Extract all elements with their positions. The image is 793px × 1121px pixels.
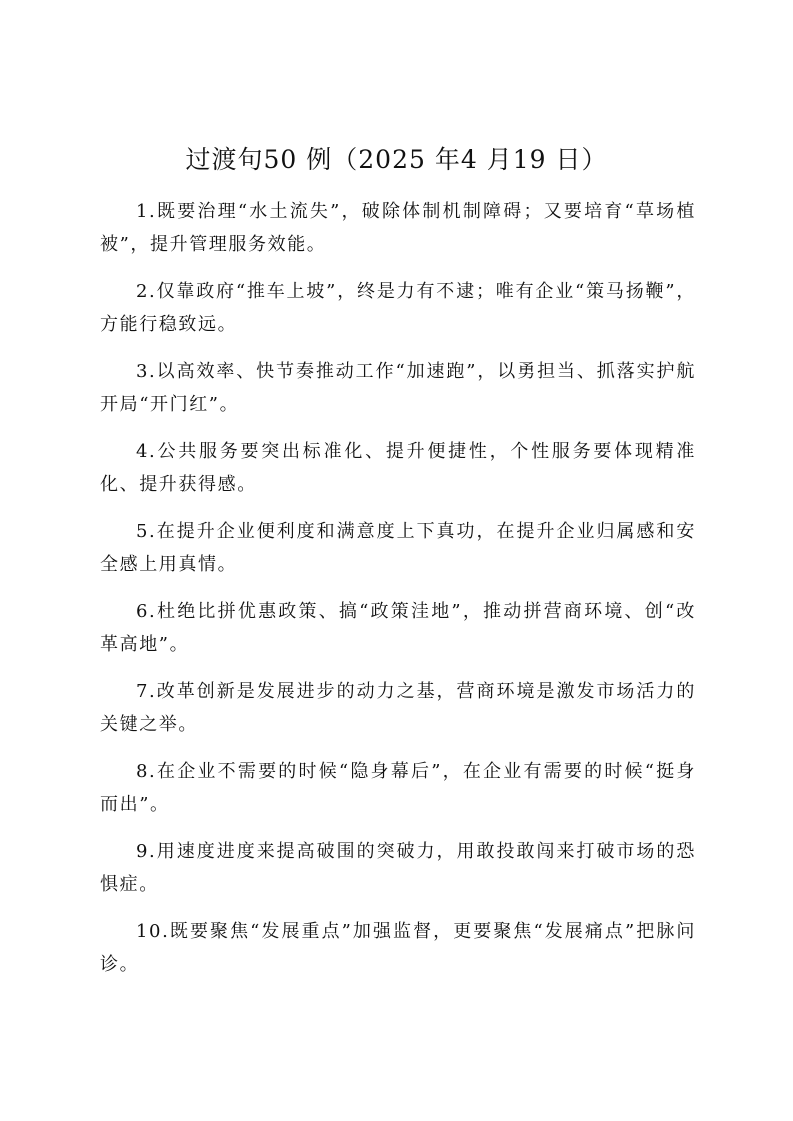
list-item: 8.在企业不需要的时候“隐身幕后”，在企业有需要的时候“挺身而出”。 [100,761,696,815]
list-item: 9.用速度进度来提高破围的突破力，用敢投敢闯来打破市场的恐惧症。 [100,841,696,895]
list-item: 2.仅靠政府“推车上坡”，终是力有不逮；唯有企业“策马扬鞭”，方能行稳致远。 [100,281,696,335]
sentence-list [100,195,696,995]
list-item: 10.既要聚焦“发展重点”加强监督，更要聚焦“发展痛点”把脉问诊。 [100,921,696,975]
list-item: 5.在提升企业便利度和满意度上下真功，在提升企业归属感和安全感上用真情。 [100,521,696,575]
list-item: 4.公共服务要突出标准化、提升便捷性，个性服务要体现精准化、提升获得感。 [100,441,696,495]
list-item: 3.以高效率、快节奏推动工作“加速跑”，以勇担当、抓落实护航开局“开门红”。 [100,361,696,415]
list-item: 1.既要治理“水土流失”，破除体制机制障碍；又要培育“草场植被”，提升管理服务效能。 [100,201,696,255]
list-item: 7.改革创新是发展进步的动力之基，营商环境是激发市场活力的关键之举。 [100,681,696,735]
document-title: 过渡句50 例（2025 年4 月19 日） [185,145,608,174]
list-item: 6.杜绝比拼优惠政策、搞“政策洼地”，推动拼营商环境、创“改革高地”。 [100,601,696,655]
